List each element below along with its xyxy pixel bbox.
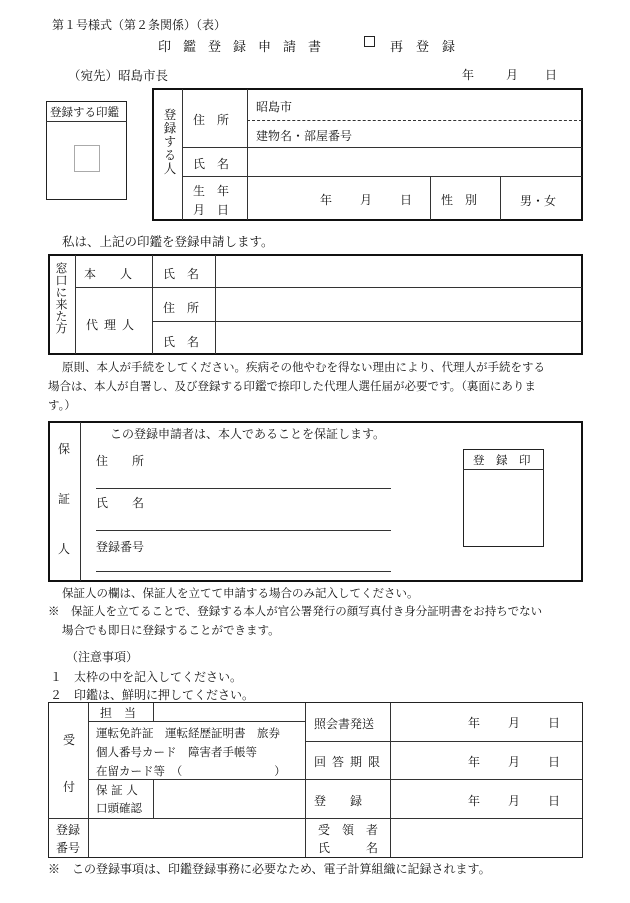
register-day: 日 [548,794,561,808]
guarantor-check-2: 口頭確認 [96,801,142,815]
inquiry-label: 照会書発送 [314,717,375,731]
principle-note-2: 場合は、本人が自署し、及び登録する印鑑で捺印した代理人選任届が必要です。（裏面にありま [48,379,536,393]
id-docs-1: 運転免許証 運転経歴証明書 旅券 [96,726,280,740]
reception-label-1: 受 [63,733,76,747]
staff-label: 担 当 [100,706,137,720]
guarantor-check-1: 保 証 人 [96,783,138,797]
inquiry-year: 年 [468,716,481,730]
guarantor-address-label: 住 所 [96,454,145,468]
visitor-agent-address-label: 住 所 [163,301,200,315]
reregister-label: 再 登 録 [390,40,456,55]
register-label: 登 録 [314,794,363,808]
date-year: 年 [462,68,475,82]
registrant-name-label: 氏 名 [193,157,230,171]
birth-year: 年 [320,193,333,207]
date-month: 月 [506,68,519,82]
guarantor-header-3: 人 [58,542,71,556]
birth-label-2: 月 日 [193,203,230,217]
visitor-self-label: 本 人 [84,267,133,281]
footer-note: ※ この登録事項は、印鑑登録事務に必要なため、電子計算組織に記録されます。 [48,862,491,876]
guarantor-reg-number-line[interactable] [96,571,391,572]
date-day: 日 [545,68,558,82]
id-docs-3: 在留カード等 （ ） [96,764,286,778]
gender-value[interactable]: 男・女 [520,194,557,208]
guarantor-name-label: 氏 名 [96,496,145,510]
guarantor-note-3: 場合でも即日に登録することができます。 [62,623,280,637]
guarantor-name-line[interactable] [96,530,391,531]
gender-label: 性 別 [441,193,478,207]
application-statement: 私は、上記の印鑑を登録申請します。 [62,234,274,249]
answer-month: 月 [508,755,521,769]
register-month: 月 [508,794,521,808]
visitor-self-name-label: 氏 名 [163,267,200,281]
caution-1: １ 太枠の中を記入してください。 [50,670,243,684]
reg-no-label-1: 登録 [56,823,81,837]
reregister-checkbox[interactable] [364,36,375,47]
caution-2: ２ 印鑑は、鮮明に押してください。 [50,688,255,702]
birth-label-1: 生 年 [193,184,230,198]
registrant-address-label: 住 所 [193,113,230,127]
reception-label-2: 付 [63,780,76,794]
principle-note-3: す。） [48,398,76,412]
guarantor-header-2: 証 [58,492,71,506]
addressee: （宛先）昭島市長 [68,68,169,83]
registrant-building-prefill[interactable]: 建物名・部屋番号 [256,129,353,143]
guarantor-reg-number-label: 登録番号 [96,540,145,554]
caution-title: （注意事項） [66,650,139,664]
guarantor-seal-label: 登 録 印 [473,453,531,467]
seal-placeholder[interactable] [74,145,100,172]
reg-no-label-2: 番号 [56,841,81,855]
recipient-label-2: 氏 名 [318,841,379,855]
birth-day: 日 [400,193,413,207]
recipient-label-1: 受 領 者 [318,823,379,837]
register-year: 年 [468,794,481,808]
answer-year: 年 [468,755,481,769]
registrant-header: 登録する人 [162,108,177,176]
guarantor-note-2: ※ 保証人を立てることで、登録する本人が官公署発行の顔写真付き身分証明書をお持ちでない [48,604,543,618]
registrant-address-prefill[interactable]: 昭島市 [256,100,293,114]
seal-box-label: 登録する印鑑 [50,105,119,119]
form-id: 第１号様式（第２条関係）（表） [52,18,227,32]
guarantor-header-1: 保 [58,442,71,456]
principle-note-1: 原則、本人が手続をしてください。疾病その他やむを得ない理由により、代理人が手続をする [62,360,545,374]
id-docs-2: 個人番号カード 障害者手帳等 [96,745,257,759]
inquiry-day: 日 [548,716,561,730]
answer-day: 日 [548,755,561,769]
birth-month: 月 [360,193,373,207]
guarantor-address-line[interactable] [96,488,391,489]
guarantor-note-1: 保証人の欄は、保証人を立てて申請する場合のみ記入してください。 [62,586,419,600]
visitor-agent-name-label: 氏 名 [163,335,200,349]
guarantor-statement: この登録申請者は、本人であることを保証します。 [110,427,386,441]
registrant-name-field[interactable] [248,148,582,176]
visitor-agent-label: 代理人 [86,318,141,332]
answer-label: 回答期限 [314,755,387,769]
visitor-header: 窓口に来た方 [54,262,68,334]
form-title: 印鑑登録申請書 [158,40,334,55]
inquiry-month: 月 [508,716,521,730]
